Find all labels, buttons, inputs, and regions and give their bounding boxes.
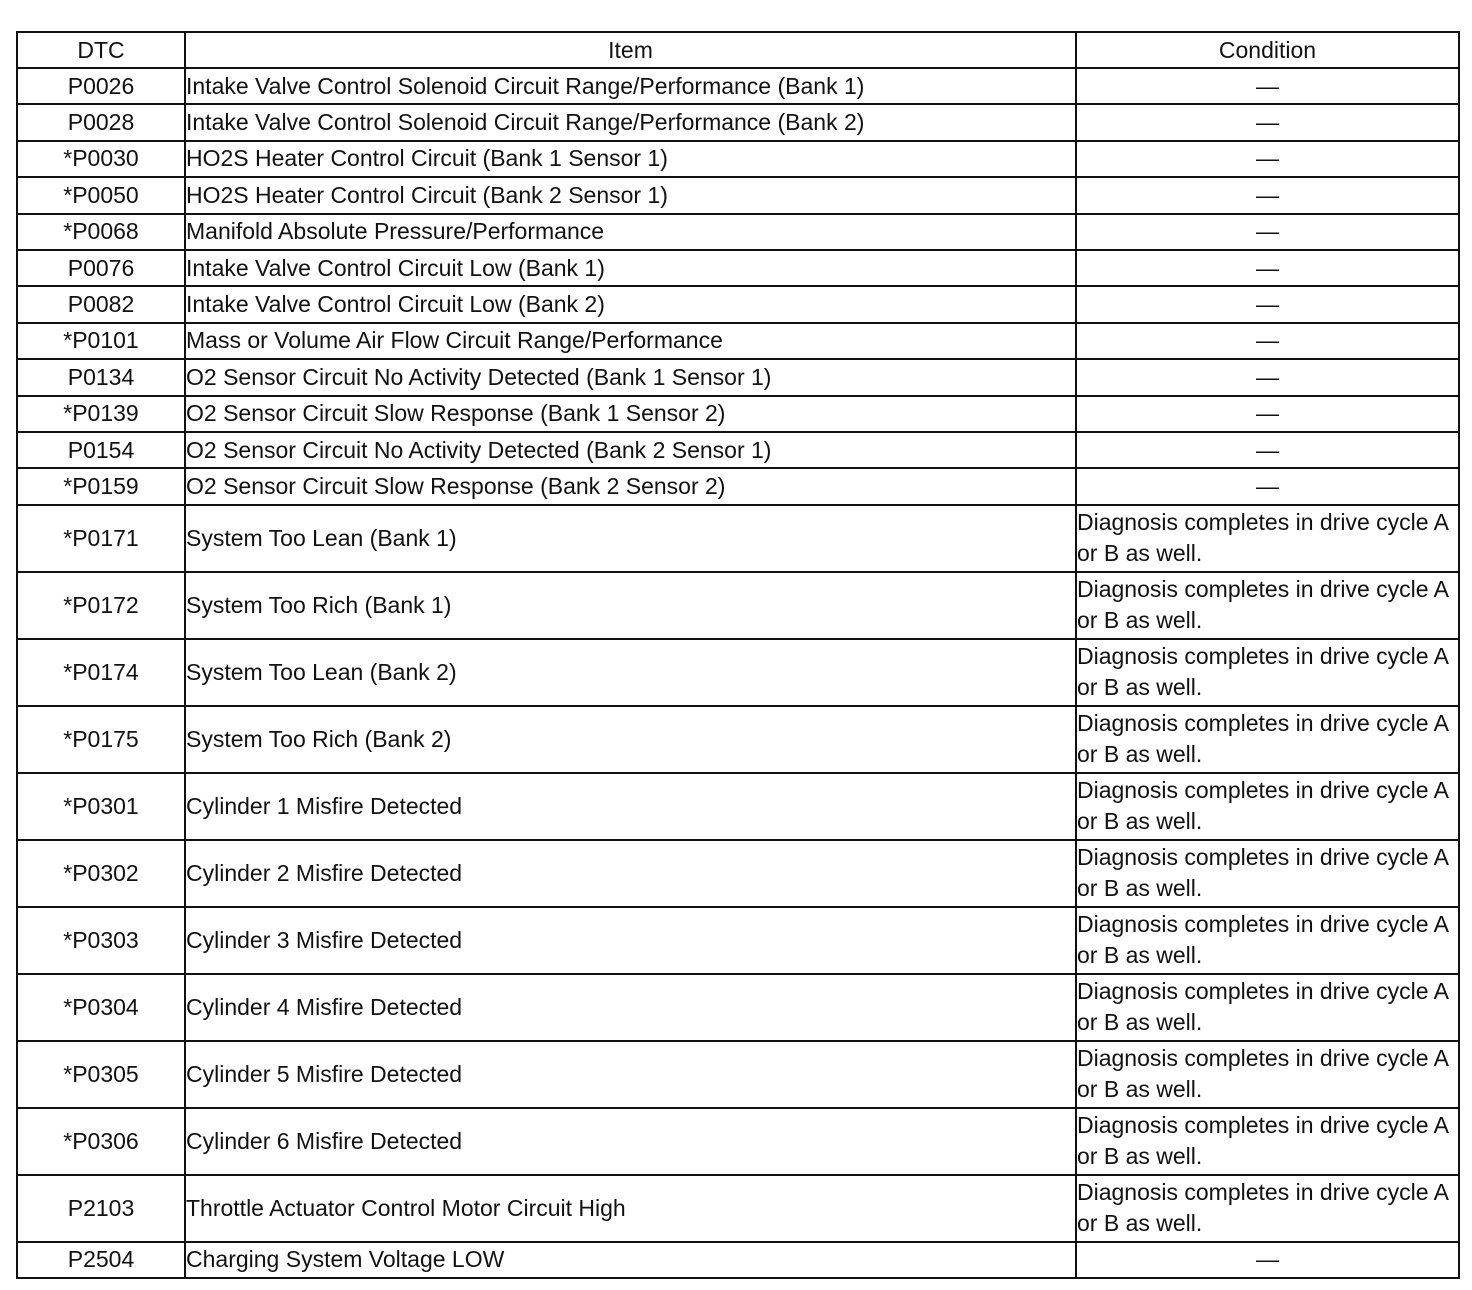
item-description: Cylinder 4 Misfire Detected xyxy=(185,974,1076,1041)
condition-text: Diagnosis completes in drive cycle A or B as well. xyxy=(1076,974,1459,1041)
dtc-code: P0076 xyxy=(17,250,185,286)
condition-text: Diagnosis completes in drive cycle A or B as well. xyxy=(1076,773,1459,840)
table-row xyxy=(17,1242,1459,1278)
table-row xyxy=(17,505,1459,572)
condition-text: — xyxy=(1076,286,1459,322)
item-description: HO2S Heater Control Circuit (Bank 2 Sensor 1) xyxy=(185,177,1076,213)
item-description: System Too Rich (Bank 2) xyxy=(185,706,1076,773)
dtc-code: *P0174 xyxy=(17,639,185,706)
table-row xyxy=(17,359,1459,395)
header-item: Item xyxy=(185,32,1076,68)
dtc-code: P0134 xyxy=(17,359,185,395)
item-description: O2 Sensor Circuit No Activity Detected (Bank 2 Sensor 1) xyxy=(185,432,1076,468)
condition-text: — xyxy=(1076,1242,1459,1278)
item-description: Cylinder 1 Misfire Detected xyxy=(185,773,1076,840)
dtc-code: *P0172 xyxy=(17,572,185,639)
item-description: Cylinder 3 Misfire Detected xyxy=(185,907,1076,974)
dtc-code: *P0301 xyxy=(17,773,185,840)
item-description: O2 Sensor Circuit Slow Response (Bank 2 Sensor 2) xyxy=(185,468,1076,504)
table-header-row xyxy=(17,32,1459,68)
table-row xyxy=(17,141,1459,177)
condition-text: — xyxy=(1076,323,1459,359)
condition-text: — xyxy=(1076,432,1459,468)
dtc-table xyxy=(16,31,1460,1279)
header-dtc: DTC xyxy=(17,32,185,68)
condition-text: — xyxy=(1076,396,1459,432)
table-row xyxy=(17,974,1459,1041)
table-row xyxy=(17,706,1459,773)
condition-text: — xyxy=(1076,250,1459,286)
condition-text: Diagnosis completes in drive cycle A or B as well. xyxy=(1076,1108,1459,1175)
table-row xyxy=(17,639,1459,706)
condition-text: — xyxy=(1076,141,1459,177)
item-description: Cylinder 2 Misfire Detected xyxy=(185,840,1076,907)
dtc-code: P0026 xyxy=(17,68,185,104)
item-description: Intake Valve Control Solenoid Circuit Range/Performance (Bank 2) xyxy=(185,104,1076,140)
item-description: Manifold Absolute Pressure/Performance xyxy=(185,214,1076,250)
condition-text: — xyxy=(1076,214,1459,250)
table-row xyxy=(17,250,1459,286)
condition-text: Diagnosis completes in drive cycle A or B as well. xyxy=(1076,572,1459,639)
dtc-code: *P0159 xyxy=(17,468,185,504)
condition-text: — xyxy=(1076,359,1459,395)
condition-text: — xyxy=(1076,68,1459,104)
condition-text: — xyxy=(1076,104,1459,140)
condition-text: Diagnosis completes in drive cycle A or B as well. xyxy=(1076,840,1459,907)
item-description: O2 Sensor Circuit No Activity Detected (Bank 1 Sensor 1) xyxy=(185,359,1076,395)
dtc-code: *P0068 xyxy=(17,214,185,250)
table-row xyxy=(17,1041,1459,1108)
item-description: System Too Rich (Bank 1) xyxy=(185,572,1076,639)
item-description: HO2S Heater Control Circuit (Bank 1 Sensor 1) xyxy=(185,141,1076,177)
header-condition: Condition xyxy=(1076,32,1459,68)
dtc-code: *P0030 xyxy=(17,141,185,177)
item-description: Intake Valve Control Circuit Low (Bank 2) xyxy=(185,286,1076,322)
dtc-code: P2103 xyxy=(17,1175,185,1242)
condition-text: Diagnosis completes in drive cycle A or B as well. xyxy=(1076,505,1459,572)
dtc-code: *P0101 xyxy=(17,323,185,359)
condition-text: Diagnosis completes in drive cycle A or B as well. xyxy=(1076,706,1459,773)
dtc-code: *P0302 xyxy=(17,840,185,907)
item-description: Cylinder 5 Misfire Detected xyxy=(185,1041,1076,1108)
table-row xyxy=(17,432,1459,468)
dtc-code: *P0306 xyxy=(17,1108,185,1175)
table-row xyxy=(17,773,1459,840)
table-row xyxy=(17,468,1459,504)
dtc-code: P0028 xyxy=(17,104,185,140)
item-description: Intake Valve Control Solenoid Circuit Range/Performance (Bank 1) xyxy=(185,68,1076,104)
item-description: Charging System Voltage LOW xyxy=(185,1242,1076,1278)
item-description: System Too Lean (Bank 1) xyxy=(185,505,1076,572)
dtc-code: *P0175 xyxy=(17,706,185,773)
table-body xyxy=(17,68,1459,1278)
item-description: O2 Sensor Circuit Slow Response (Bank 1 Sensor 2) xyxy=(185,396,1076,432)
item-description: System Too Lean (Bank 2) xyxy=(185,639,1076,706)
dtc-code: *P0050 xyxy=(17,177,185,213)
dtc-code: *P0139 xyxy=(17,396,185,432)
dtc-code: *P0303 xyxy=(17,907,185,974)
dtc-code: P0154 xyxy=(17,432,185,468)
table-row xyxy=(17,907,1459,974)
table-row xyxy=(17,104,1459,140)
table-row xyxy=(17,1108,1459,1175)
item-description: Cylinder 6 Misfire Detected xyxy=(185,1108,1076,1175)
table-row xyxy=(17,840,1459,907)
table-row xyxy=(17,1175,1459,1242)
table-row xyxy=(17,214,1459,250)
dtc-code: *P0171 xyxy=(17,505,185,572)
item-description: Mass or Volume Air Flow Circuit Range/Performance xyxy=(185,323,1076,359)
condition-text: Diagnosis completes in drive cycle A or B as well. xyxy=(1076,639,1459,706)
table-row xyxy=(17,323,1459,359)
table-row xyxy=(17,286,1459,322)
condition-text: — xyxy=(1076,468,1459,504)
table-row xyxy=(17,177,1459,213)
condition-text: Diagnosis completes in drive cycle A or B as well. xyxy=(1076,907,1459,974)
item-description: Intake Valve Control Circuit Low (Bank 1) xyxy=(185,250,1076,286)
dtc-code: *P0304 xyxy=(17,974,185,1041)
dtc-code: P0082 xyxy=(17,286,185,322)
dtc-code: *P0305 xyxy=(17,1041,185,1108)
condition-text: Diagnosis completes in drive cycle A or B as well. xyxy=(1076,1041,1459,1108)
table-row xyxy=(17,68,1459,104)
condition-text: — xyxy=(1076,177,1459,213)
condition-text: Diagnosis completes in drive cycle A or B as well. xyxy=(1076,1175,1459,1242)
table-row xyxy=(17,572,1459,639)
dtc-code: P2504 xyxy=(17,1242,185,1278)
item-description: Throttle Actuator Control Motor Circuit High xyxy=(185,1175,1076,1242)
table-row xyxy=(17,396,1459,432)
